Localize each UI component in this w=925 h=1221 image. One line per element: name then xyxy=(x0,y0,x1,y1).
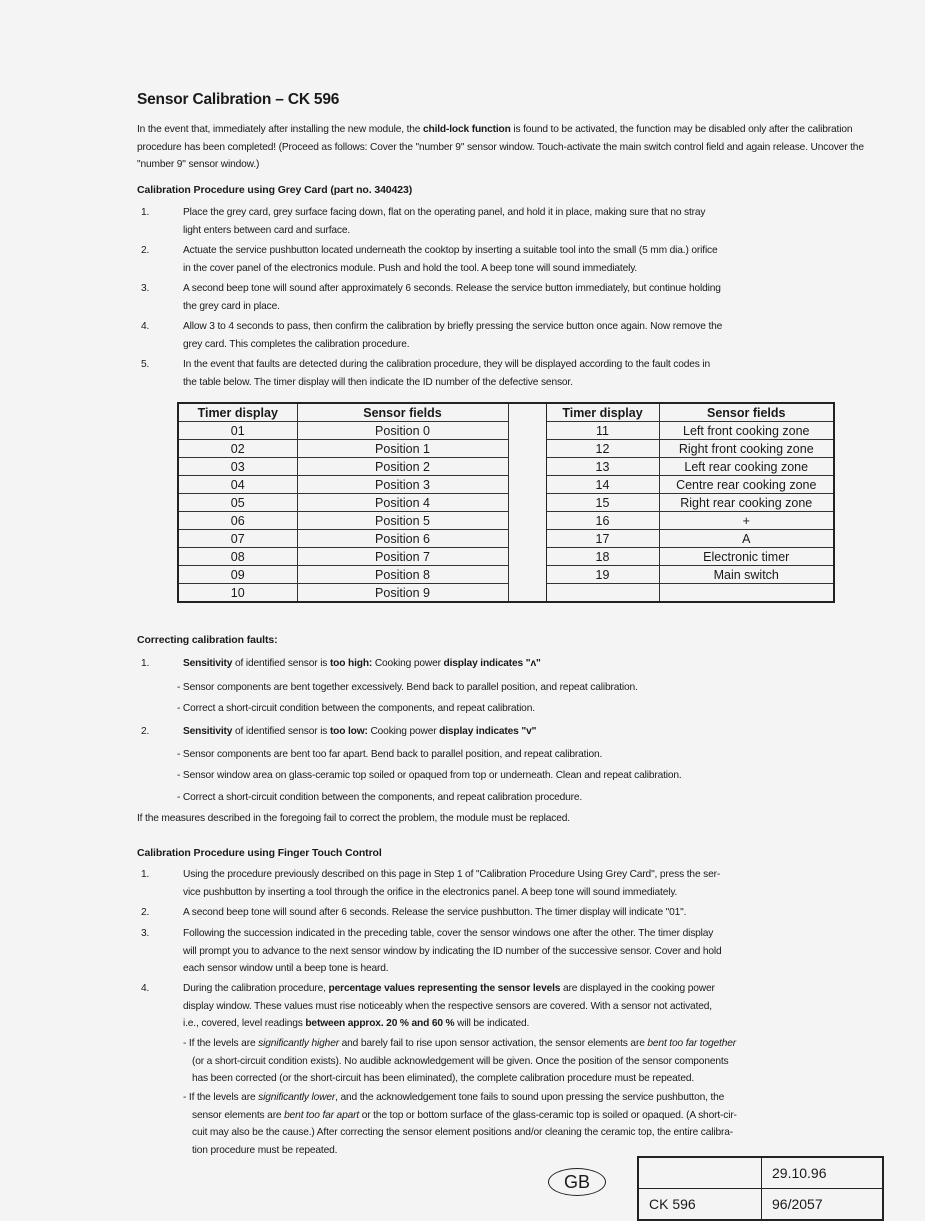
cell: 11 xyxy=(546,422,659,440)
intro-paragraph xyxy=(137,121,889,174)
fault-subitem: - Correct a short-circuit condition between the components, and repeat calibration procedure. xyxy=(177,792,583,803)
step-text xyxy=(183,356,710,391)
table-gap xyxy=(508,584,546,603)
table-gap xyxy=(508,476,546,494)
step-text: A second beep tone will sound after 6 seconds. Release the service pushbutton. The timer display will indicate "01". xyxy=(183,907,687,918)
text: of identified sensor is xyxy=(232,658,330,669)
step-text xyxy=(183,204,705,239)
table-gap xyxy=(508,548,546,566)
intro-text-rest: is found to be activated, the function may be disabled only after the calibration procedure has been completed! (Proceed as follows: Cover the "number 9" sensor window. Touch-activate the main switch control field and again release. Uncover the "number 9" sensor window.) xyxy=(137,124,864,170)
line: Following the succession indicated in the preceding table, cover the sensor windows one after the other. The timer display xyxy=(183,928,714,939)
table-row xyxy=(178,458,834,476)
bold: too high: xyxy=(329,658,373,669)
step-number: 3. xyxy=(141,928,150,939)
bold: "ʌ" xyxy=(523,658,541,669)
step-item xyxy=(141,318,891,354)
cell: 10 xyxy=(178,584,297,603)
line: each sensor window until a beep tone is heard. xyxy=(183,963,389,974)
cell: Position 8 xyxy=(297,566,508,584)
table-header-row xyxy=(178,403,834,422)
footer-date: 29.10.96 xyxy=(762,1157,884,1189)
step-item xyxy=(141,980,891,1034)
step-text xyxy=(183,925,722,978)
cell: 18 xyxy=(546,548,659,566)
cell: 06 xyxy=(178,512,297,530)
cell: 02 xyxy=(178,440,297,458)
italic: significantly higher xyxy=(258,1038,339,1049)
bold: Sensitivity xyxy=(183,658,233,669)
fault-subitem: - Sensor components are bent together excessively. Bend back to parallel position, and repeat calibration. xyxy=(177,682,638,693)
step-text xyxy=(183,318,722,353)
table-gap xyxy=(508,458,546,476)
section-heading-grey-card: Calibration Procedure using Grey Card (part no. 340423) xyxy=(137,184,413,196)
text: sensor elements are xyxy=(192,1109,285,1121)
sensor-fault-table xyxy=(177,402,835,603)
text: are displayed in the cooking power xyxy=(560,983,715,994)
fault-closing-note: If the measures described in the foregoing fail to correct the problem, the module must be replaced. xyxy=(137,813,570,824)
step-item xyxy=(141,280,891,316)
bold: too low: xyxy=(329,726,368,737)
fault-text xyxy=(183,723,536,741)
step-number: 1. xyxy=(141,869,150,880)
cell: 16 xyxy=(546,512,659,530)
document-footer-box xyxy=(637,1156,884,1221)
column-header: Sensor fields xyxy=(659,403,834,422)
cell: Main switch xyxy=(659,566,834,584)
text: Cooking power xyxy=(372,658,444,669)
fault-text xyxy=(183,655,541,673)
table-gap xyxy=(508,422,546,440)
italic: bent too far apart xyxy=(284,1109,360,1121)
table-row xyxy=(178,548,834,566)
cell: 03 xyxy=(178,458,297,476)
section-heading-finger-touch: Calibration Procedure using Finger Touch Control xyxy=(137,847,382,859)
cell: Position 1 xyxy=(297,440,508,458)
line: grey card. This completes the calibration procedure. xyxy=(183,338,410,350)
bold: display indicates xyxy=(443,658,524,669)
table-row xyxy=(178,440,834,458)
cell: 09 xyxy=(178,566,297,584)
column-header: Timer display xyxy=(546,403,659,422)
cell: Right front cooking zone xyxy=(659,440,834,458)
step-number: 5. xyxy=(141,359,150,370)
fault-number: 1. xyxy=(141,658,150,669)
table-gap xyxy=(508,530,546,548)
cell: Position 5 xyxy=(297,512,508,530)
cell: Left front cooking zone xyxy=(659,422,834,440)
step-item xyxy=(141,866,891,902)
cell: 15 xyxy=(546,494,659,512)
step-text xyxy=(183,866,720,901)
cell xyxy=(659,584,834,603)
column-header: Sensor fields xyxy=(297,403,508,422)
line: cuit may also be the cause.) After correcting the sensor element positions and/or cleaning the ceramic top, the entire calibra- xyxy=(192,1127,733,1138)
cell: 05 xyxy=(178,494,297,512)
line: will prompt you to advance to the next sensor window by indicating the ID number of the successive sensor. Cover and hold xyxy=(183,945,722,957)
fault-subitem: - Sensor window area on glass-ceramic top soiled or opaqued from top or underneath. Clean and repeat calibration. xyxy=(177,770,682,781)
table-row xyxy=(178,566,834,584)
text: of identified sensor is xyxy=(232,726,330,737)
line: A second beep tone will sound after approximately 6 seconds. Release the service button immediately, but continue holding xyxy=(183,283,721,294)
step4-subitem-high xyxy=(183,1035,893,1088)
fault-number: 2. xyxy=(141,726,150,737)
cell: 17 xyxy=(546,530,659,548)
line: has been corrected (or the short-circuit has been eliminated), the complete calibration procedure must be repeated. xyxy=(192,1073,695,1084)
cell: 13 xyxy=(546,458,659,476)
text: Cooking power xyxy=(367,726,440,737)
step-text xyxy=(183,242,718,277)
text: and barely fail to rise upon sensor activation, the sensor elements are xyxy=(338,1038,648,1049)
text: i.e., covered, level readings xyxy=(183,1018,306,1029)
line: the table below. The timer display will then indicate the ID number of the defective sensor. xyxy=(183,376,573,388)
fault-item xyxy=(141,655,891,673)
line: Place the grey card, grey surface facing down, flat on the operating panel, and hold it in place, making sure that no stray xyxy=(183,207,706,218)
table-row xyxy=(178,512,834,530)
cell: Position 9 xyxy=(297,584,508,603)
table-gap xyxy=(508,440,546,458)
bold: "v" xyxy=(518,726,537,737)
cell: Right rear cooking zone xyxy=(659,494,834,512)
line: tion procedure must be repeated. xyxy=(192,1144,338,1156)
table-row xyxy=(178,530,834,548)
line: Allow 3 to 4 seconds to pass, then confirm the calibration by briefly pressing the service button once again. Now remove the xyxy=(183,321,723,332)
bold: display indicates xyxy=(439,726,519,737)
fault-subitem: - Sensor components are bent too far apart. Bend back to parallel position, and repeat calibration. xyxy=(177,749,603,760)
step-item xyxy=(141,904,891,922)
line: light enters between card and surface. xyxy=(183,224,351,236)
step-number: 2. xyxy=(141,245,150,256)
step-item xyxy=(141,925,891,979)
cell: Position 0 xyxy=(297,422,508,440)
step-text xyxy=(183,280,721,315)
line: (or a short-circuit condition exists). No audible acknowledgement will be given. Once the position of the sensor components xyxy=(192,1055,729,1067)
line: Actuate the service pushbutton located underneath the cooktop by inserting a suitable tool into the small (5 mm dia.) orifice xyxy=(183,245,718,256)
intro-text: In the event that, immediately after installing the new module, the xyxy=(137,124,423,135)
bold: percentage values representing the sensor levels xyxy=(328,983,561,994)
table-row xyxy=(178,422,834,440)
line: In the event that faults are detected during the calibration procedure, they will be displayed according to the fault codes in xyxy=(183,359,711,370)
country-badge: GB xyxy=(548,1168,606,1196)
page-title: Sensor Calibration – CK 596 xyxy=(137,91,340,108)
section-heading-faults: Correcting calibration faults: xyxy=(137,634,278,646)
text: - If the levels are xyxy=(183,1092,259,1103)
text: During the calibration procedure, xyxy=(183,983,329,994)
cell: 07 xyxy=(178,530,297,548)
step-item xyxy=(141,356,891,392)
footer-code: 96/2057 xyxy=(762,1189,884,1221)
cell: Centre rear cooking zone xyxy=(659,476,834,494)
step-item xyxy=(141,242,891,278)
step-number: 4. xyxy=(141,321,150,332)
table-row xyxy=(178,476,834,494)
italic: significantly lower xyxy=(258,1092,336,1103)
fault-item xyxy=(141,723,891,741)
text: , and the acknowledgement tone fails to sound upon pressing the service pushbutton, the xyxy=(335,1092,725,1103)
cell: Position 6 xyxy=(297,530,508,548)
table-gap xyxy=(508,566,546,584)
cell: Position 2 xyxy=(297,458,508,476)
cell: Electronic timer xyxy=(659,548,834,566)
text: will be indicated. xyxy=(454,1018,530,1029)
bold: Sensitivity xyxy=(183,726,233,737)
table-gap xyxy=(508,512,546,530)
table-gap xyxy=(508,403,546,422)
line: vice pushbutton by inserting a tool through the orifice in the electronics panel. A beep tone will sound immediately. xyxy=(183,886,678,898)
cell: Position 7 xyxy=(297,548,508,566)
cell: Position 3 xyxy=(297,476,508,494)
table-row xyxy=(178,494,834,512)
cell: Position 4 xyxy=(297,494,508,512)
cell: A xyxy=(659,530,834,548)
step-item xyxy=(141,204,891,240)
line: in the cover panel of the electronics module. Push and hold the tool. A beep tone will sound immediately. xyxy=(183,262,638,274)
step-number: 3. xyxy=(141,283,150,294)
table-gap xyxy=(508,494,546,512)
cell: 08 xyxy=(178,548,297,566)
cell: 01 xyxy=(178,422,297,440)
line: display window. These values must rise noticeably when the respective sensors are covered. With a sensor not activated, xyxy=(183,1000,712,1012)
table-row xyxy=(178,584,834,603)
cell xyxy=(546,584,659,603)
italic: bent too far together xyxy=(647,1038,736,1049)
step-number: 4. xyxy=(141,983,150,994)
cell: Left rear cooking zone xyxy=(659,458,834,476)
text: or the top or bottom surface of the glass-ceramic top is soiled or opaqued. (A short-cir- xyxy=(359,1109,737,1121)
step-number: 2. xyxy=(141,907,150,918)
bold: between approx. 20 % and 60 % xyxy=(305,1018,455,1029)
cell: + xyxy=(659,512,834,530)
line: Using the procedure previously described on this page in Step 1 of "Calibration Procedure Using Grey Card", press the ser- xyxy=(183,869,721,880)
step-number: 1. xyxy=(141,207,150,218)
cell: 19 xyxy=(546,566,659,584)
footer-cell-empty xyxy=(638,1157,762,1189)
footer-model: CK 596 xyxy=(638,1189,762,1221)
cell: 04 xyxy=(178,476,297,494)
column-header: Timer display xyxy=(178,403,297,422)
line: the grey card in place. xyxy=(183,300,280,312)
cell: 14 xyxy=(546,476,659,494)
text: - If the levels are xyxy=(183,1038,259,1049)
fault-subitem: - Correct a short-circuit condition between the components, and repeat calibration. xyxy=(177,703,535,714)
step-text xyxy=(183,980,715,1033)
cell: 12 xyxy=(546,440,659,458)
step4-subitem-low xyxy=(183,1089,893,1159)
intro-bold: child-lock function xyxy=(422,124,511,135)
